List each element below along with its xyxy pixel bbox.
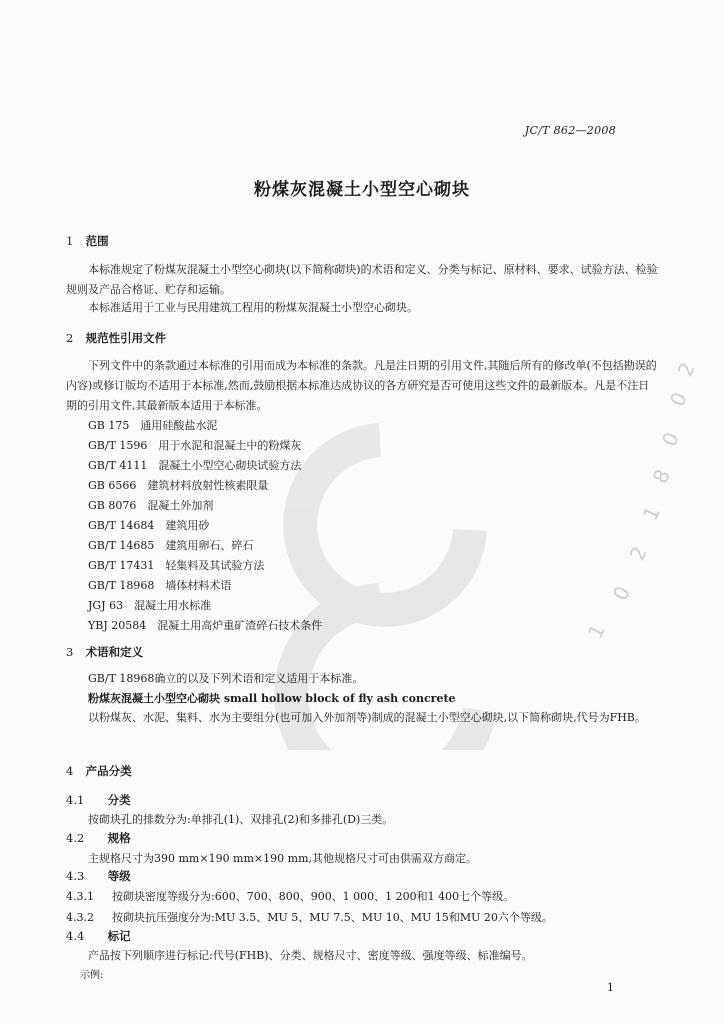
section-2-heading [66,330,166,346]
clause-number: 4.3.1 [66,890,94,903]
reference-item: GB 175 通用硅酸盐水泥 [88,419,218,432]
reference-item: GB/T 17431 轻集料及其试验方法 [88,559,265,572]
section-title: 规范性引用文件 [85,331,167,345]
clause-text: 按砌块密度等级分为:600、700、800、900、1 000、1 200和1 400七个等级。 [112,890,515,903]
subsection-number: 4.1 [66,793,85,807]
subsection-title: 规格 [107,831,131,845]
section-1-paragraph-1: 本标准规定了粉煤灰混凝土小型空心砌块(以下简称砌块)的术语和定义、分类与标记、原材料、要求、试验方法、检验规则及产品合格证、贮存和运输。 [66,263,658,296]
section-number: 1 [66,234,74,248]
document-title: 粉煤灰混凝土小型空心砌块 [254,180,470,200]
watermark-digit: 0 [656,428,684,451]
section-title: 术语和定义 [85,645,144,659]
watermark-digit: 8 [647,465,675,488]
section-number: 2 [66,331,74,345]
subsection-4-3-1 [66,888,514,904]
section-4-heading [66,763,132,779]
section-3-heading [66,644,143,660]
page-number: 1 [607,981,614,994]
watermark-digit: 0 [607,582,635,605]
subsection-4-2-text: 主规格尺寸为390 mm×190 mm×190 mm,其他规格尺寸可由供需双方商定。 [88,852,477,865]
section-1-heading [66,233,109,249]
subsection-4-1-heading [66,792,131,808]
reference-item: JGJ 63 混凝土用水标准 [88,599,212,612]
watermark-digit: 2 [672,358,700,381]
clause-number: 4.3.2 [66,911,94,924]
subsection-4-3-2 [66,909,553,925]
watermark-digit: 1 [637,502,665,525]
subsection-number: 4.2 [66,831,85,845]
reference-item: GB 8076 混凝土外加剂 [88,499,214,512]
subsection-title: 标记 [107,929,131,943]
reference-item: GB/T 14685 建筑用卵石、碎石 [88,539,254,552]
definition-term: 粉煤灰混凝土小型空心砌块 small hollow block of fly ash concrete [88,692,456,705]
subsection-4-1-text: 按砌块孔的排数分为:单排孔(1)、双排孔(2)和多排孔(D)三类。 [88,813,394,826]
watermark-digit: 2 [624,542,652,565]
reference-item: GB/T 1596 用于水泥和混凝土中的粉煤灰 [88,439,302,452]
reference-item: GB/T 14684 建筑用砂 [88,519,210,532]
section-title: 产品分类 [85,764,132,778]
subsection-4-4-heading [66,928,131,944]
section-title: 范围 [85,234,109,248]
subsection-title: 等级 [107,869,131,883]
standard-code: JC/T 862—2008 [524,124,616,137]
example-label: 示例: [80,970,104,981]
section-1-paragraph-2: 本标准适用于工业与民用建筑工程用的粉煤灰混凝土小型空心砌块。 [88,301,418,314]
definition-text: 以粉煤灰、水泥、集料、水为主要组分(也可加入外加剂等)制成的混凝土小型空心砌块,以下简称砌块,代号为FHB。 [88,711,646,724]
reference-item: YBJ 20584 混凝土用高炉重矿渣碎石技术条件 [88,619,323,632]
section-3-intro: GB/T 18968确立的以及下列术语和定义适用于本标准。 [88,672,364,685]
watermark-digit: 1 [582,620,610,643]
reference-item: GB/T 4111 混凝土小型空心砌块试验方法 [88,459,302,472]
subsection-4-3-heading [66,868,131,884]
subsection-4-2-heading [66,830,131,846]
section-2-paragraph: 下列文件中的条款通过本标准的引用而成为本标准的条款。凡是注日期的引用文件,其随后所有的修改单(不包括勘误的内容)或修订版均不适用于本标准,然而,鼓励根据本标准达成协议的各方研究是否可使用这些文件的最新版本。凡是不注日期的引用文件,其最新版本适用于本标准。 [66,359,657,412]
section-number: 3 [66,645,74,659]
subsection-number: 4.3 [66,869,85,883]
subsection-4-4-text: 产品按下列顺序进行标记:代号(FHB)、分类、规格尺寸、密度等级、强度等级、标准编号。 [88,949,533,962]
watermark-digit: 0 [664,388,692,411]
reference-item: GB 6566 建筑材料放射性核素限量 [88,479,269,492]
section-number: 4 [66,764,74,778]
clause-text: 按砌块抗压强度分为:MU 3.5、MU 5、MU 7.5、MU 10、MU 15和MU 20六个等级。 [112,911,553,924]
reference-item: GB/T 18968 墙体材料术语 [88,579,232,592]
subsection-number: 4.4 [66,929,85,943]
subsection-title: 分类 [107,793,131,807]
